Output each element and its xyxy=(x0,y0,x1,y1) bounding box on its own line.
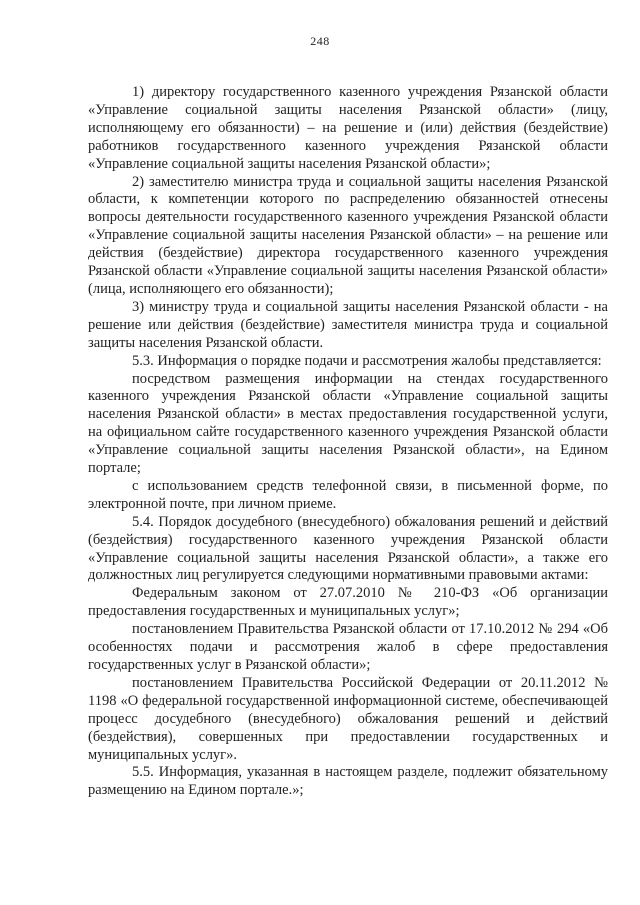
paragraph-appeal-deputy-minister: 2) заместителю министра труда и социальной защиты населения Рязанской области, к компетенции которого по распределению обязанностей отнесены вопросы деятельности государственного казенного учреждения Рязанской области «Управление социальной защиты населения Рязанской области» – на решение или действия (бездействие) директора государственного казенного учреждения Рязанской области «Управление социальной защиты населения Рязанской области» (лица, исполняющего его обязанности); xyxy=(88,173,608,297)
paragraph-5-5: 5.5. Информация, указанная в настоящем разделе, подлежит обязательному размещению на Едином портале.»; xyxy=(88,764,608,799)
paragraph-5-4: 5.4. Порядок досудебного (внесудебного) обжалования решений и действий (бездействия) государственного казенного учреждения Рязанской области «Управление социальной защиты населения Рязанской области», а также его должностных лиц регулируется следующими нормативными правовыми актами: xyxy=(88,513,608,584)
paragraph-5-3: 5.3. Информация о порядке подачи и рассмотрения жалобы представляется: xyxy=(132,352,602,369)
paragraph-info-phone: с использованием средств телефонной связи, в письменной форме, по электронной почте, при личном приеме. xyxy=(88,477,608,512)
paragraph-appeal-minister: 3) министру труда и социальной защиты населения Рязанской области - на решение или действия (бездействие) заместителя министра труда и социальной защиты населения Рязанской области. xyxy=(88,298,608,351)
paragraph-federal-law: Федеральным законом от 27.07.2010 № 210-ФЗ «Об организации предоставления государственных и муниципальных услуг»; xyxy=(88,585,608,620)
paragraph-rf-resolution: постановлением Правительства Российской Федерации от 20.11.2012 № 1198 «О федеральной государственной информационной системе, обеспечивающей процесс досудебного (внесудебного) обжалования решений и действий (бездействия), совершенных при предоставлении государственных и муниципальных услуг». xyxy=(88,674,608,763)
paragraph-appeal-director: 1) директору государственного казенного учреждения Рязанской области «Управление социальной защиты населения Рязанской области» (лицу, исполняющему его обязанности) – на решение и (или) действия (бездействие) работников государственного казенного учреждения Рязанской области «Управление социальной защиты населения Рязанской области»; xyxy=(88,84,608,172)
document-body xyxy=(88,84,608,800)
paragraph-ryazan-resolution: постановлением Правительства Рязанской области от 17.10.2012 № 294 «Об особенностях подачи и рассмотрения жалоб в сфере предоставления государственных услуг в Рязанской области»; xyxy=(88,621,608,673)
page-number: 248 xyxy=(310,34,330,48)
paragraph-info-placement: посредством размещения информации на стендах государственного казенного учреждения Рязанской области «Управление социальной защиты населения Рязанской области» в местах предоставления государственной услуги, на официальном сайте государственного казенного учреждения Рязанской области «Управление социальной защиты населения Рязанской области», на Едином портале; xyxy=(88,370,608,477)
